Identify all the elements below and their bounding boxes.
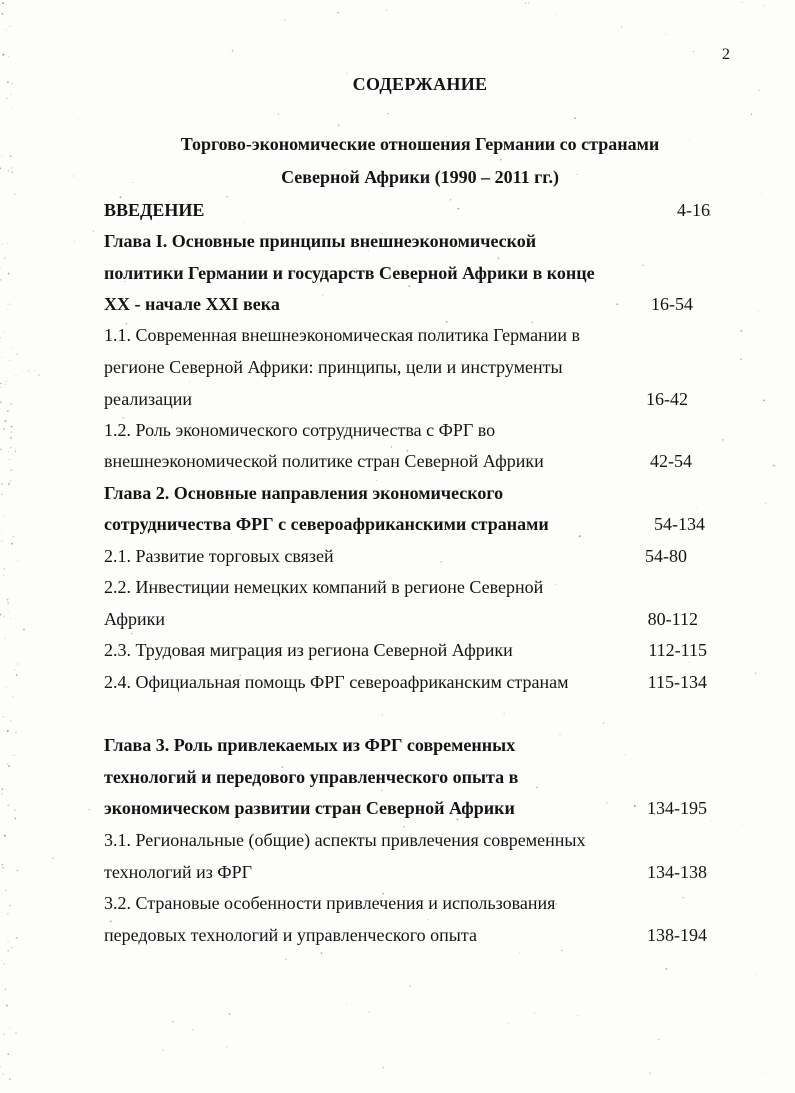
noise-speck [4,963,5,964]
noise-speck [207,822,208,823]
noise-speck [229,1013,231,1015]
noise-speck [695,506,696,507]
noise-speck [7,950,9,952]
noise-speck [4,257,6,259]
noise-speck [1,960,2,961]
noise-speck [742,824,743,825]
noise-speck [3,575,4,576]
noise-speck [722,439,724,441]
noise-speck [6,98,7,99]
noise-speck [4,568,5,569]
toc-entry-3-pages: 16-42 [646,389,688,409]
noise-speck [8,452,9,453]
noise-speck [14,449,15,450]
noise-speck [172,1021,174,1023]
noise-speck [123,417,125,419]
toc-entry-11-line-1: 3.1. Региональные (общие) аспекты привлечения современных [104,830,586,850]
noise-speck [16,674,18,676]
toc-entry-2-pages: 16-54 [651,294,693,314]
noise-speck [10,618,11,619]
toc-entry-7-line-1: 2.2. Инвестиции немецких компаний в регионе Северной [104,577,544,597]
noise-speck [616,303,618,305]
toc-entry-6-line-1: 2.1. Развитие торговых связей [104,546,334,566]
toc-entry-6-pages: 54-80 [645,546,687,566]
noise-speck [15,1033,16,1034]
noise-speck [606,802,608,804]
noise-speck [11,431,13,433]
noise-speck [555,903,557,905]
noise-speck [5,1088,6,1089]
noise-speck [3,40,4,41]
noise-speck [11,403,12,404]
toc-entry-12-pages: 138-194 [647,925,707,945]
noise-speck [52,857,54,859]
noise-speck [7,243,8,244]
noise-speck [10,437,12,439]
noise-speck [0,449,2,451]
noise-speck [338,125,340,127]
noise-speck [387,113,388,114]
noise-speck [346,1003,347,1004]
noise-speck [625,754,626,755]
noise-speck [321,952,323,954]
noise-speck [88,809,90,811]
page-title: СОДЕРЖАНИЕ [352,74,488,94]
noise-speck [7,410,8,411]
noise-speck [6,30,7,31]
noise-speck [11,543,13,545]
toc-entry-10-line-2: технологий и передового управленческого опыта в [104,767,519,787]
noise-speck [534,1012,535,1013]
noise-speck [5,989,7,991]
noise-speck [574,117,576,119]
noise-speck [226,196,228,198]
toc-entry-11-pages: 134-138 [647,862,707,882]
noise-speck [189,381,190,382]
noise-speck [278,113,280,115]
noise-speck [490,155,491,156]
noise-speck [5,890,6,891]
noise-speck [2,2,4,4]
subtitle-line-2: Северной Африки (1990 – 2011 гг.) [281,167,559,187]
noise-speck [163,1050,164,1051]
toc-entry-2-line-3: XX - начале XXI века [104,294,280,314]
toc-entry-10-line-3: экономическом развитии стран Северной Африки [104,798,515,818]
noise-speck [15,818,16,819]
noise-speck [381,790,382,791]
noise-speck [3,716,4,717]
noise-speck [4,384,5,385]
noise-speck [7,309,8,310]
noise-speck [446,321,448,323]
noise-speck [16,937,18,939]
noise-speck [1,540,2,541]
toc-entry-3-line-1: 1.1. Современная внешнеэкономическая политика Германии в [104,325,580,345]
noise-speck [500,159,502,161]
noise-speck [14,194,15,195]
noise-speck [711,821,712,822]
noise-speck [6,1005,8,1007]
noise-speck [131,633,132,634]
subtitle-line-1: Торгово-экономические отношения Германии со странами [180,134,660,154]
noise-speck [555,584,556,585]
noise-speck [649,1072,651,1074]
noise-speck [5,638,6,639]
toc-entry-1-pages: 4-16 [677,200,710,220]
toc-entry-7-line-2: Африки [104,609,165,629]
toc-entry-4-pages: 42-54 [650,451,692,471]
noise-speck [740,330,742,332]
noise-speck [9,459,10,460]
noise-speck [34,370,35,371]
noise-speck [7,730,9,732]
noise-speck [764,5,765,6]
noise-speck [0,530,1,531]
noise-speck [10,470,11,471]
noise-speck [689,662,690,663]
toc-entry-3-line-3: реализации [104,389,192,409]
noise-speck [17,354,18,355]
noise-speck [765,503,766,504]
noise-speck [10,447,11,448]
noise-speck [10,720,11,721]
noise-speck [8,598,9,599]
noise-speck [8,765,10,767]
noise-speck [763,399,765,401]
noise-speck [0,402,1,403]
noise-speck [561,950,562,951]
noise-speck [642,264,644,266]
noise-speck [12,696,13,697]
toc-entry-5-line-1: Глава 2. Основные направления экономического [104,483,504,503]
noise-speck [11,108,12,109]
noise-speck [284,19,285,20]
noise-speck [665,34,666,35]
noise-speck [531,322,533,324]
noise-speck [11,426,13,428]
noise-speck [226,1046,227,1047]
noise-speck [110,920,112,922]
noise-speck [2,357,3,358]
noise-speck [74,241,75,242]
noise-speck [6,381,7,382]
noise-speck [525,3,526,4]
noise-speck [8,611,9,612]
noise-speck [759,311,760,312]
noise-speck [2,1074,3,1075]
noise-speck [376,480,377,481]
noise-speck [409,985,411,987]
noise-speck [7,763,9,765]
noise-speck [3,616,5,618]
noise-speck [13,348,14,349]
noise-speck [13,536,14,537]
noise-speck [4,420,6,422]
noise-speck [4,835,6,837]
noise-speck [4,1034,5,1035]
noise-speck [773,465,775,467]
noise-speck [577,1015,578,1016]
noise-speck [658,1039,659,1040]
noise-speck [386,10,387,11]
noise-speck [740,358,742,360]
noise-speck [579,535,581,537]
noise-speck [3,331,4,332]
noise-speck [7,602,9,604]
toc-entry-10-line-1: Глава 3. Роль привлекаемых из ФРГ современных [104,735,516,755]
toc-entry-12-line-2: передовых технологий и управленческого опыта [104,925,477,945]
noise-speck [232,50,234,52]
noise-speck [77,119,78,120]
toc-entry-7-pages: 80-112 [647,609,698,629]
noise-speck [693,51,695,53]
noise-speck [391,446,392,447]
noise-speck [2,243,3,244]
noise-speck [17,560,18,561]
noise-speck [440,561,442,563]
toc-entry-2-line-2: политики Германии и государств Северной Африки в конце [104,263,595,283]
noise-speck [3,428,5,430]
noise-speck [560,734,561,735]
toc-entry-11-line-2: технологий из ФРГ [104,862,253,882]
noise-speck [244,224,245,225]
noise-speck [4,516,5,517]
noise-speck [15,451,16,452]
noise-speck [337,12,339,14]
noise-speck [8,805,9,806]
noise-speck [408,285,410,287]
noise-speck [682,897,683,898]
noise-speck [7,1053,9,1055]
noise-speck [382,714,383,715]
noise-speck [536,786,538,788]
noise-speck [1,156,2,157]
noise-speck [9,360,10,361]
toc-entry-10-pages: 134-195 [647,798,707,818]
noise-speck [2,867,3,868]
toc-entry-3-line-2: регионе Северной Африки: принципы, цели и инструменты [104,357,563,377]
noise-speck [0,337,1,339]
noise-speck [708,872,709,873]
noise-speck [741,1,742,2]
noise-speck [9,26,10,27]
noise-speck [7,913,8,914]
noise-speck [1,387,2,388]
noise-speck [2,13,4,15]
toc-entry-8-line-1: 2.3. Трудовая миграция из региона Северной Африки [104,640,513,660]
noise-speck [14,669,15,670]
toc-entry-5-line-2: сотрудничества ФРГ с североафриканскими странами [104,514,549,534]
noise-speck [8,552,9,553]
noise-speck [528,3,529,4]
noise-speck [0,1066,1,1068]
toc-entry-9-pages: 115-134 [647,672,707,692]
noise-speck [555,15,556,16]
noise-speck [760,193,761,194]
noise-speck [0,383,1,384]
toc-entry-2-line-1: Глава I. Основные принципы внешнеэкономической [104,231,537,251]
noise-speck [1,793,3,795]
noise-speck [11,418,12,419]
noise-speck [93,231,95,233]
noise-speck [519,952,520,953]
toc-entry-9-line-1: 2.4. Официальная помощь ФРГ североафриканским странам [104,672,569,692]
noise-speck [382,1067,384,1069]
noise-speck [665,968,667,970]
noise-speck [8,273,10,275]
page-number: 2 [722,46,730,63]
noise-speck [0,614,1,616]
noise-speck [751,114,752,115]
noise-speck [11,8,12,9]
noise-speck [498,258,500,260]
noise-speck [9,1028,10,1029]
noise-speck [16,619,17,620]
noise-speck [10,155,12,157]
noise-speck [322,295,324,297]
noise-speck [15,375,16,376]
noise-speck [17,663,18,664]
noise-speck [762,1072,763,1073]
noise-speck [9,303,10,304]
noise-speck [603,722,604,723]
noise-speck [120,196,122,198]
noise-speck [10,480,11,481]
noise-speck [7,941,8,942]
toc-entry-4-line-2: внешнеэкономической политике стран Северной Африки [104,451,544,471]
noise-speck [8,56,9,57]
noise-speck [8,483,10,485]
noise-speck [458,208,460,210]
toc-entry-12-line-1: 3.2. Страновые особенности привлечения и использования [104,893,556,913]
noise-speck [11,947,12,948]
noise-speck [285,959,287,961]
noise-speck [755,973,756,974]
noise-speck [38,374,40,376]
noise-speck [2,788,4,790]
noise-speck [427,919,428,920]
noise-speck [16,870,18,872]
noise-speck [369,1011,371,1013]
noise-speck [634,805,636,807]
noise-speck [14,809,15,810]
toc-entry-8-pages: 112-115 [648,640,707,660]
noise-speck [0,267,1,268]
noise-speck [9,1078,11,1080]
noise-speck [0,279,1,280]
noise-speck [23,629,25,631]
noise-speck [15,732,16,733]
noise-speck [9,905,11,907]
noise-speck [504,713,505,714]
noise-speck [13,755,14,756]
noise-speck [755,673,756,674]
noise-speck [403,826,405,828]
noise-speck [192,1029,193,1030]
noise-speck [6,687,7,688]
toc-entry-4-line-1: 1.2. Роль экономического сотрудничества с ФРГ во [104,420,496,440]
noise-speck [1,864,3,866]
toc-entry-5-pages: 54-134 [654,514,705,534]
noise-speck [1,483,3,485]
noise-speck [621,26,622,27]
noise-speck [2,54,4,56]
toc-entry-1-line-1: ВВЕДЕНИЕ [104,200,205,220]
noise-speck [4,1042,5,1043]
noise-speck [450,199,452,201]
noise-speck [509,1023,510,1024]
noise-speck [28,370,30,372]
noise-speck [1,493,3,495]
